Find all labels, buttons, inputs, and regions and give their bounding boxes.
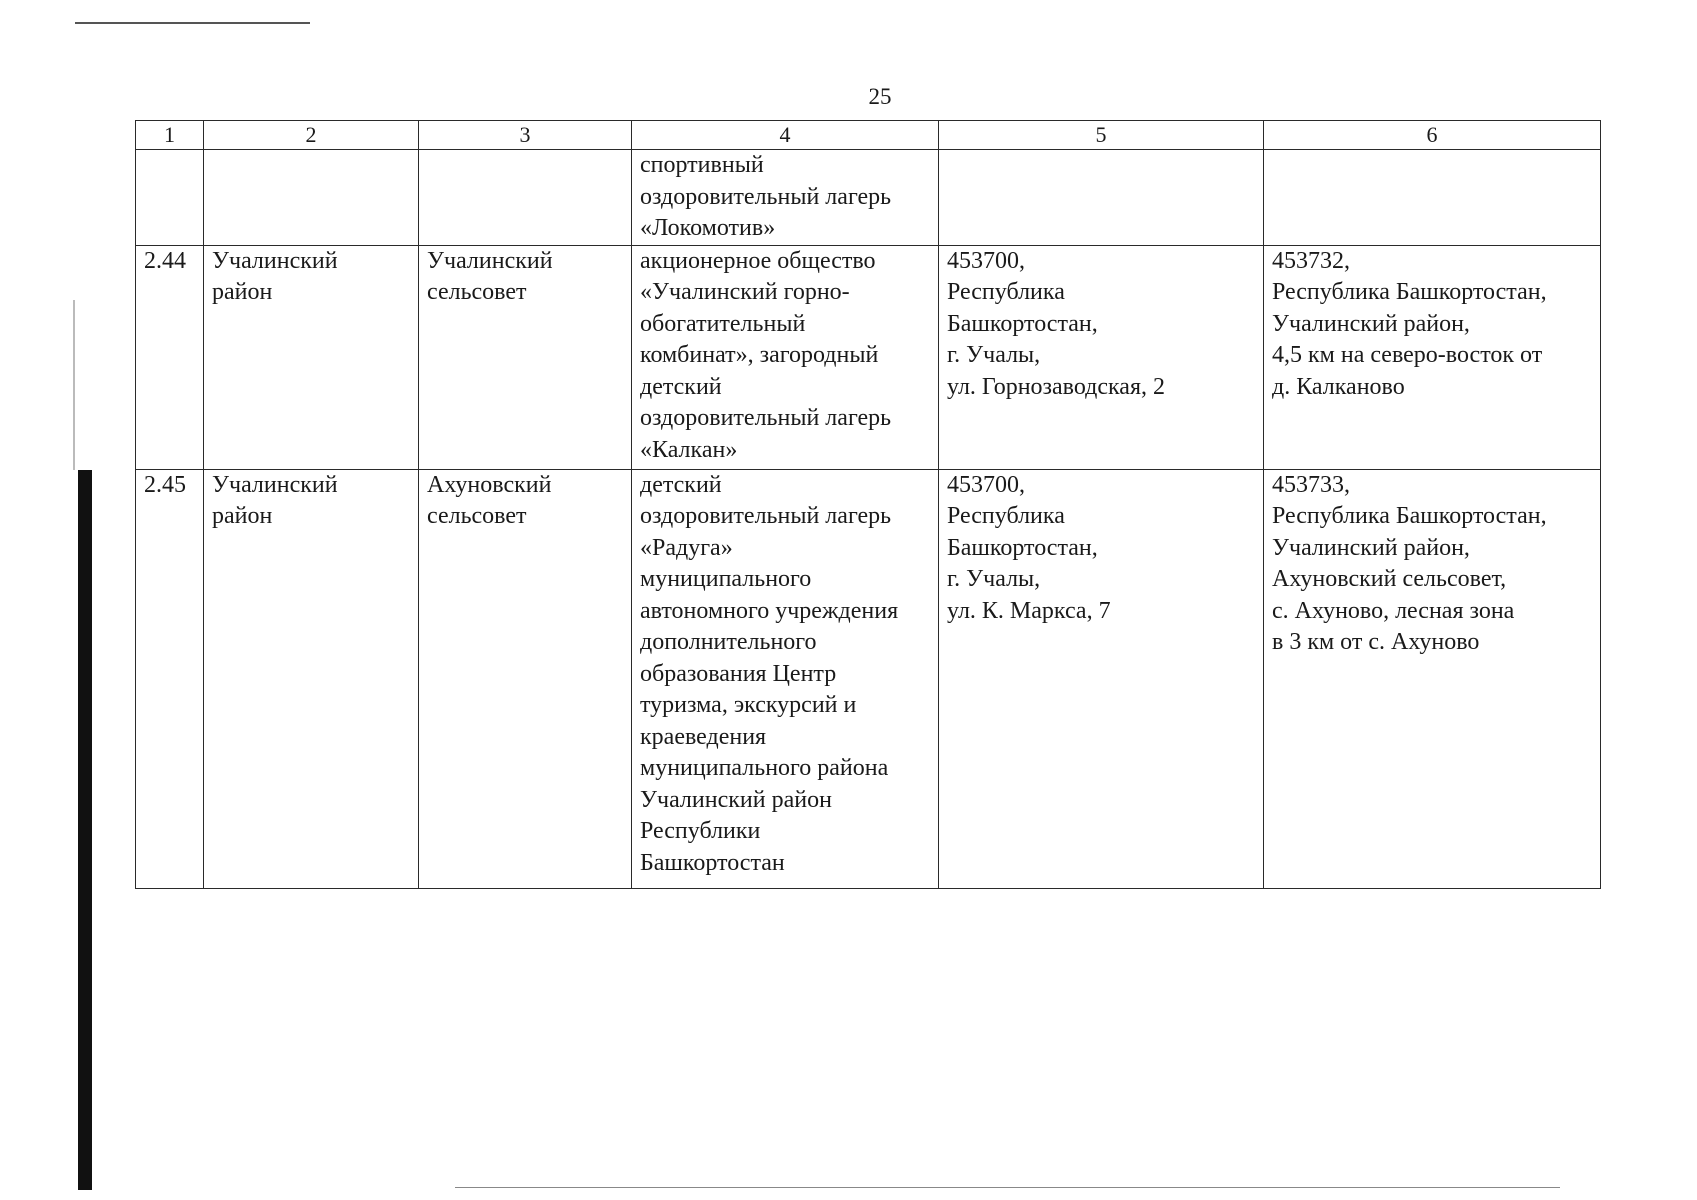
header-col-5: 5 xyxy=(939,121,1264,150)
table-row xyxy=(136,150,1601,246)
row-number-cell xyxy=(136,150,204,246)
organization-cell xyxy=(632,150,939,246)
district-cell xyxy=(204,245,419,469)
council-text: Учалинский сельсовет xyxy=(427,247,553,305)
row-number: 2.44 xyxy=(144,247,186,274)
scan-artifact-top-line xyxy=(75,22,310,24)
district-text: Учалинский район xyxy=(212,247,338,305)
actual-address-text: 453732, Республика Башкортостан, Учалинский район, 4,5 км на северо-восток от д. Калканово xyxy=(1272,247,1547,400)
council-cell xyxy=(419,150,632,246)
header-col-3: 3 xyxy=(419,121,632,150)
district-cell xyxy=(204,469,419,888)
actual-address-text: 453733, Республика Башкортостан, Учалинский район, Ахуновский сельсовет, с. Ахуново, лесная зона в 3 км от с. Ахуново xyxy=(1272,471,1547,655)
camps-table xyxy=(135,120,1601,889)
legal-address-text: 453700, Республика Башкортостан, г. Учалы, ул. К. Маркса, 7 xyxy=(947,471,1111,624)
scan-artifact-bottom-line xyxy=(455,1187,1560,1188)
legal-address-cell xyxy=(939,469,1264,888)
row-number-cell xyxy=(136,245,204,469)
header-col-4: 4 xyxy=(632,121,939,150)
header-col-2: 2 xyxy=(204,121,419,150)
council-cell xyxy=(419,469,632,888)
table-header-row xyxy=(136,121,1601,150)
table-row xyxy=(136,469,1601,888)
scan-artifact-left-thin-line xyxy=(73,300,75,470)
organization-text: акционерное общество «Учалинский горно- обогатительный комбинат», загородный детский оздоровительный лагерь «Калкан» xyxy=(640,247,892,463)
organization-text: детский оздоровительный лагерь «Радуга» муниципального автономного учреждения дополнительного образования Центр туризма, экскурсий и краеведения муниципального района Учалинский район Республики Башкортостан xyxy=(640,471,899,876)
legal-address-cell xyxy=(939,150,1264,246)
header-col-1: 1 xyxy=(136,121,204,150)
actual-address-cell xyxy=(1264,469,1601,888)
legal-address-text: 453700, Республика Башкортостан, г. Учалы, ул. Горнозаводская, 2 xyxy=(947,247,1165,400)
scan-artifact-left-edge xyxy=(78,470,92,1190)
header-col-6: 6 xyxy=(1264,121,1601,150)
actual-address-cell xyxy=(1264,245,1601,469)
actual-address-cell xyxy=(1264,150,1601,246)
organization-text: спортивный оздоровительный лагерь «Локомотив» xyxy=(640,152,892,241)
table-row xyxy=(136,245,1601,469)
council-cell xyxy=(419,245,632,469)
district-cell xyxy=(204,150,419,246)
organization-cell xyxy=(632,245,939,469)
legal-address-cell xyxy=(939,245,1264,469)
row-number-cell xyxy=(136,469,204,888)
district-text: Учалинский район xyxy=(212,471,338,529)
organization-cell xyxy=(632,469,939,888)
row-number: 2.45 xyxy=(144,471,186,498)
page-number: 25 xyxy=(868,84,892,109)
council-text: Ахуновский сельсовет xyxy=(427,471,552,529)
